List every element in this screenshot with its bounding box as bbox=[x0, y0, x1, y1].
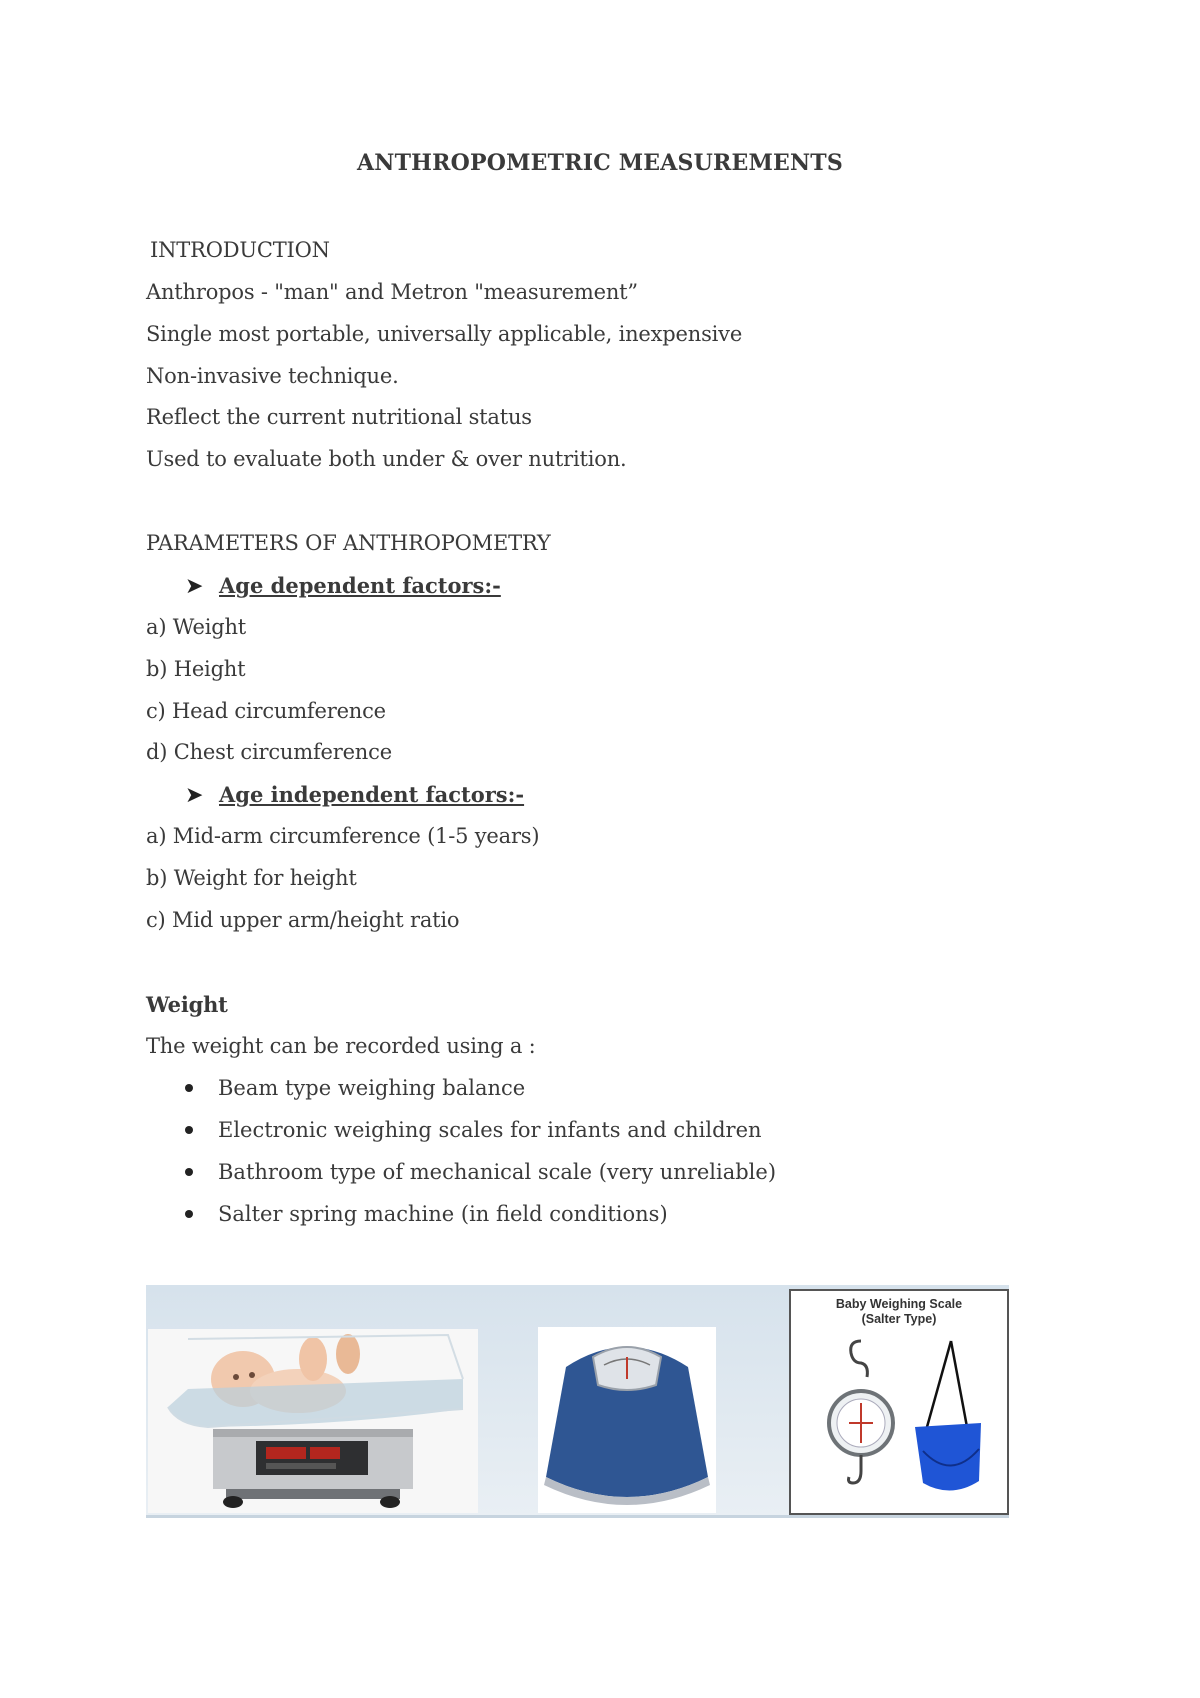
list-item: Electronic weighing scales for infants and children bbox=[185, 1118, 762, 1142]
list-item: Salter spring machine (in field conditions) bbox=[185, 1202, 668, 1226]
bullet-dot-icon bbox=[185, 1084, 193, 1092]
list-item: b) Weight for height bbox=[146, 866, 357, 890]
age-independent-label: Age independent factors:- bbox=[219, 782, 525, 807]
arrow-bullet-icon: ➤ bbox=[185, 783, 204, 808]
age-dependent-subheading bbox=[185, 573, 501, 599]
list-item: b) Height bbox=[146, 657, 246, 681]
electronic-infant-scale-image bbox=[148, 1329, 478, 1513]
parameters-heading: PARAMETERS OF ANTHROPOMETRY bbox=[146, 531, 551, 555]
age-dependent-label: Age dependent factors:- bbox=[219, 573, 501, 598]
weight-intro: The weight can be recorded using a : bbox=[146, 1034, 536, 1058]
intro-line: Anthropos - "man" and Metron "measurement” bbox=[146, 280, 638, 304]
list-item: d) Chest circumference bbox=[146, 740, 392, 764]
intro-line: Used to evaluate both under & over nutrition. bbox=[146, 447, 627, 471]
list-item: Beam type weighing balance bbox=[185, 1076, 525, 1100]
bullet-dot-icon bbox=[185, 1210, 193, 1218]
list-item: a) Weight bbox=[146, 615, 247, 639]
weighing-scales-figure bbox=[146, 1285, 1009, 1518]
salter-scale-image bbox=[789, 1289, 1009, 1515]
introduction-heading: INTRODUCTION bbox=[150, 238, 330, 262]
list-item: c) Mid upper arm/height ratio bbox=[146, 908, 460, 932]
age-independent-subheading bbox=[185, 782, 524, 808]
page-title: ANTHROPOMETRIC MEASUREMENTS bbox=[357, 150, 843, 176]
intro-line: Reflect the current nutritional status bbox=[146, 405, 532, 429]
arrow-bullet-icon: ➤ bbox=[185, 574, 204, 599]
bullet-dot-icon bbox=[185, 1126, 193, 1134]
bullet-dot-icon bbox=[185, 1168, 193, 1176]
list-item: a) Mid-arm circumference (1-5 years) bbox=[146, 824, 540, 848]
salter-scale-caption: Baby Weighing Scale (Salter Type) bbox=[835, 1297, 963, 1326]
weight-heading: Weight bbox=[146, 992, 228, 1017]
list-item: c) Head circumference bbox=[146, 699, 386, 723]
list-item: Bathroom type of mechanical scale (very unreliable) bbox=[185, 1160, 776, 1184]
intro-line: Non-invasive technique. bbox=[146, 364, 399, 388]
bathroom-scale-image bbox=[538, 1327, 716, 1513]
intro-line: Single most portable, universally applicable, inexpensive bbox=[146, 322, 743, 346]
